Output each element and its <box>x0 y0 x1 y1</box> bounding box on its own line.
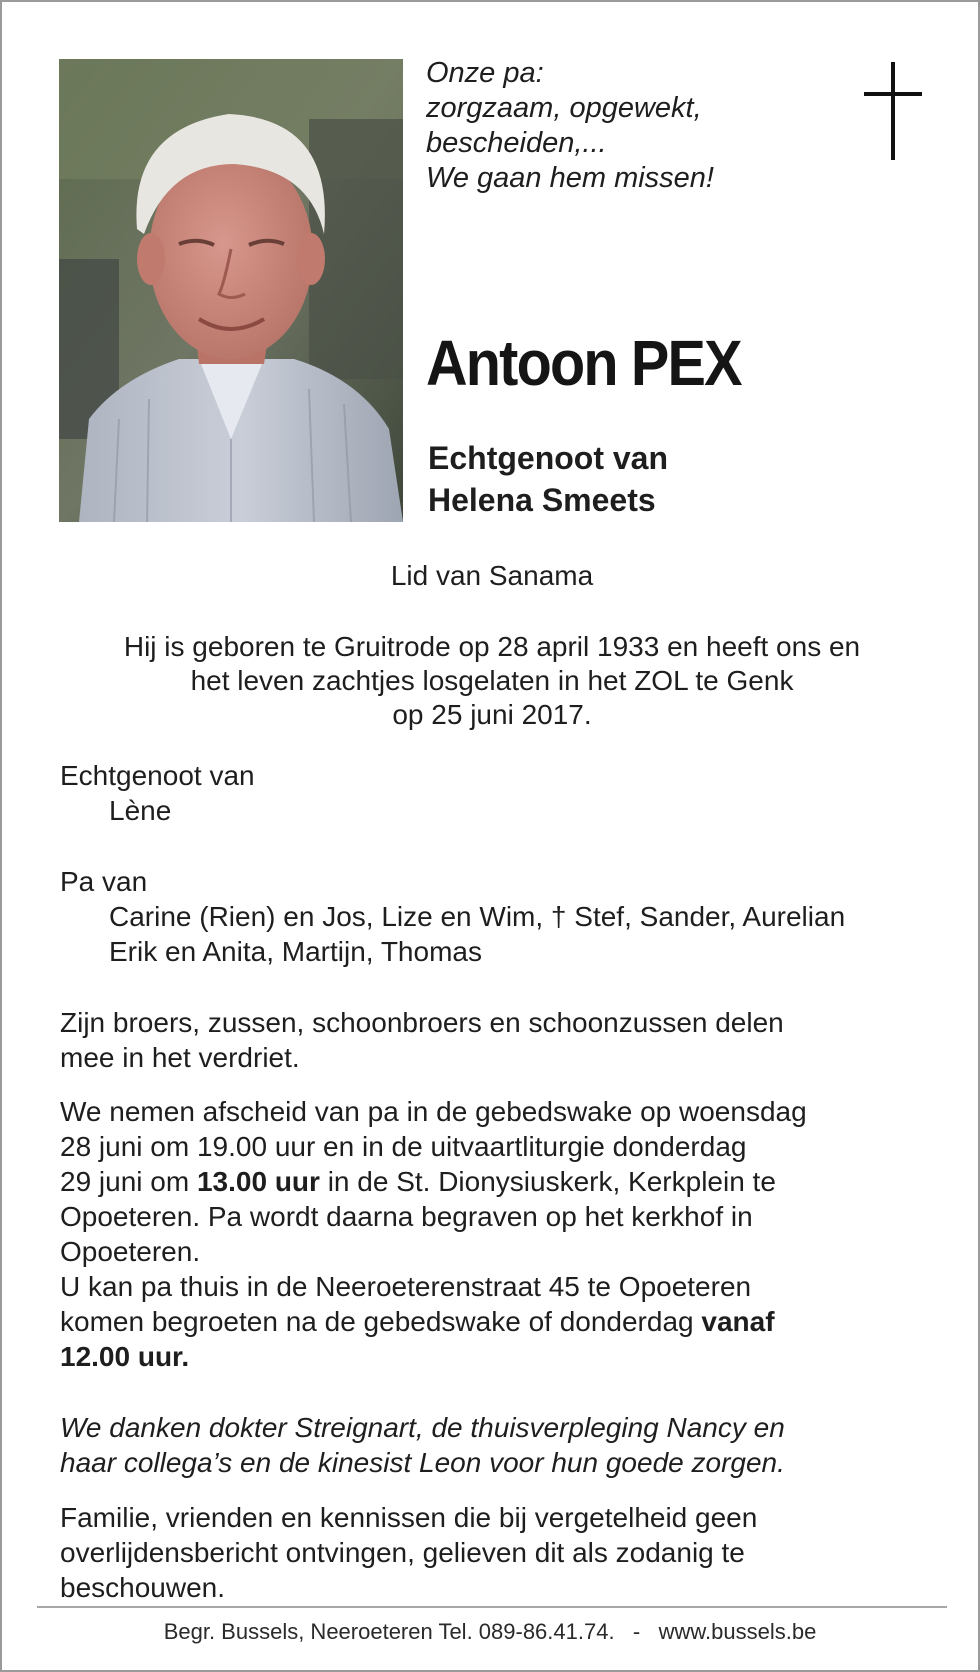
spouse-heading <box>428 437 668 521</box>
farewell-text: in de St. Dionysiuskerk, Kerkplein te <box>319 1166 776 1197</box>
children-line: Carine (Rien) en Jos, Lize en Wim, † Stef, Sander, Aurelian <box>109 901 846 932</box>
funeral-time: 13.00 uur <box>196 1166 320 1197</box>
birth-line: op 25 juni 2017. <box>392 699 592 730</box>
portrait-photo <box>59 59 403 522</box>
spouse-label: Echtgenoot van <box>60 760 255 791</box>
siblings-section <box>60 1005 940 1075</box>
thanks-section <box>60 1410 940 1480</box>
poem-line: zorgzaam, opgewekt, <box>426 92 702 124</box>
farewell-line: U kan pa thuis in de Neeroeterenstraat 45 te Opoeteren <box>60 1271 752 1302</box>
siblings-line: mee in het verdriet. <box>60 1042 300 1073</box>
poem-line: We gaan hem missen! <box>426 162 714 194</box>
thanks-line: We danken dokter Streignart, de thuisverpleging Nancy en <box>60 1412 785 1443</box>
poem-line: bescheiden,... <box>426 127 607 159</box>
visit-time-prefix: vanaf <box>701 1306 775 1337</box>
poem <box>426 56 846 196</box>
birth-death-notice <box>42 630 942 732</box>
family-notice-line: overlijdensbericht ontvingen, gelieven dit als zodanig te <box>60 1537 745 1568</box>
membership-text: Lid van Sanama <box>390 560 594 591</box>
family-notice-line: beschouwen. <box>60 1572 226 1603</box>
poem-line: Onze pa: <box>426 57 544 89</box>
farewell-line: We nemen afscheid van pa in de gebedswake op woensdag <box>60 1096 807 1127</box>
spouse-name: Lène <box>109 795 172 826</box>
deceased-name: Antoon PEX <box>426 327 741 399</box>
cross-icon <box>864 62 922 162</box>
farewell-line: Opoeteren. Pa wordt daarna begraven op het kerkhof in <box>60 1201 753 1232</box>
family-notice-line: Familie, vrienden en kennissen die bij vergetelheid geen <box>60 1502 758 1533</box>
farewell-line: 28 juni om 19.00 uur en in de uitvaartliturgie donderdag <box>60 1131 747 1162</box>
birth-line: Hij is geboren te Gruitrode op 28 april 1933 en heeft ons en <box>123 631 861 662</box>
children-line: Erik en Anita, Martijn, Thomas <box>109 936 482 967</box>
farewell-section <box>60 1094 940 1374</box>
farewell-line <box>60 1304 940 1339</box>
family-notice-section <box>60 1500 940 1605</box>
children-section <box>60 864 940 969</box>
funeral-home-footer: Begr. Bussels, Neeroeteren Tel. 089-86.41.74. - www.bussels.be <box>163 1619 817 1644</box>
thanks-line: haar collega’s en de kinesist Leon voor hun goede zorgen. <box>60 1447 785 1478</box>
spouse-heading-line: Helena Smeets <box>428 482 656 518</box>
farewell-line <box>60 1164 940 1199</box>
membership <box>42 559 942 593</box>
children-label: Pa van <box>60 866 148 897</box>
farewell-line <box>60 1339 940 1374</box>
farewell-text: 29 juni om <box>60 1166 197 1197</box>
portrait-image <box>59 59 403 522</box>
spouse-heading-line: Echtgenoot van <box>428 440 669 476</box>
visit-time: 12.00 uur. <box>60 1341 190 1372</box>
spouse-section <box>60 758 940 828</box>
farewell-text: komen begroeten na de gebedswake of donderdag <box>60 1306 702 1337</box>
farewell-line: Opoeteren. <box>60 1236 201 1267</box>
birth-line: het leven zachtjes losgelaten in het ZOL te Genk <box>190 665 794 696</box>
footer-divider <box>37 1606 947 1608</box>
siblings-line: Zijn broers, zussen, schoonbroers en schoonzussen delen <box>60 1007 784 1038</box>
